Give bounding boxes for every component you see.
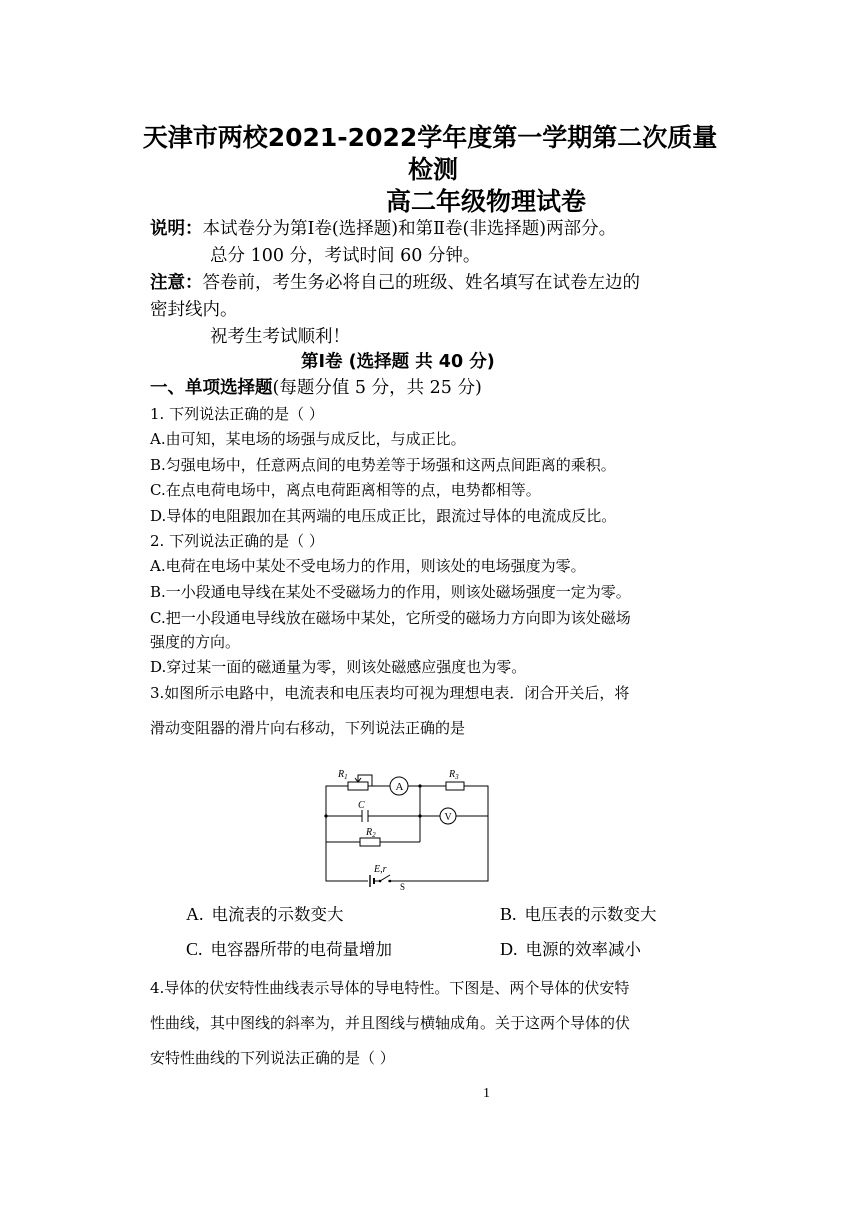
q1-stem: 1. 下列说法正确的是（ ） (150, 405, 324, 423)
resistor-r3 (446, 782, 464, 790)
circuit-left-wire (326, 786, 348, 881)
voltmeter-label: V (444, 812, 452, 823)
q2-option-d: D.穿过某一面的磁通量为零，则该处磁感应强度也为零。 (150, 658, 527, 676)
q4-line-2: 性曲线，其中图线的斜率为，并且图线与横轴成角。关于这两个导体的伏 (150, 1014, 631, 1032)
q2-option-b: B.一小段通电导线在某处不受磁场力的作用，则该处磁场强度一定为零。 (150, 583, 631, 601)
title-line-1: 天津市两校2021-2022学年度第一学期第二次质量 (142, 123, 718, 152)
rheostat-slider (358, 775, 372, 786)
instruction-note (150, 216, 616, 242)
attention-text-2: 密封线内。 (150, 300, 238, 320)
q3-option-b-text: 电压表的示数变大 (524, 905, 657, 924)
q1-option-a: A.由可知，某电场的场强与成反比，与成正比。 (150, 430, 466, 448)
q3-option-d-letter: D. (500, 939, 518, 959)
title-line-3: 高二年级物理试卷 (386, 187, 587, 216)
switch-label: S (400, 882, 406, 892)
q3-option-c-letter: C. (186, 939, 203, 959)
r3-label (448, 769, 459, 781)
q3-option-d-text: 电源的效率减小 (525, 940, 641, 959)
capacitor-label: C (358, 800, 365, 811)
junction-dot (324, 814, 327, 817)
q3-stem-line-1: 3.如图所示电路中，电流表和电压表均可视为理想电表．闭合开关后，将 (150, 684, 630, 702)
ammeter-label: A (395, 781, 404, 793)
part-1-title: 第Ⅰ卷 (选择题 共 40 分) (301, 352, 495, 372)
q3-option-b-letter: B. (500, 904, 517, 924)
note-text-2: 总分 100 分，考试时间 60 分钟。 (210, 246, 481, 266)
title-line-2: 检测 (408, 155, 459, 184)
r3-subscript: 3 (455, 773, 459, 781)
q2-option-c-line-1: C.把一小段通电导线放在磁场中某处，它所受的磁场力方向即为该处磁场 (150, 609, 631, 627)
q2-option-a: A.电荷在电场中某处不受电场力的作用，则该处的电场强度为零。 (150, 557, 586, 575)
resistor-r1 (348, 782, 368, 790)
attention-text-1: 答卷前，考生务必将自己的班级、姓名填写在试卷左边的 (202, 273, 640, 293)
r2-letter: R (366, 827, 373, 838)
q1-option-b: B.匀强电场中，任意两点间的电势差等于场强和这两点间距离的乘积。 (150, 456, 616, 474)
r2-label (365, 827, 376, 839)
q1-option-c: C.在点电荷电场中，离点电荷距离相等的点，电势都相等。 (150, 481, 541, 499)
q4-line-3: 安特性曲线的下列说法正确的是（ ） (150, 1049, 395, 1067)
q4-line-1: 4.导体的伏安特性曲线表示导体的导电特性。下图是、两个导体的伏安特 (150, 979, 630, 997)
section-note: (每题分值 5 分，共 25 分) (272, 378, 482, 398)
r1-label (337, 769, 348, 781)
r3-letter: R (449, 769, 456, 780)
section-heading-label: 一、单项选择题 (150, 378, 273, 398)
junction-dot (418, 784, 421, 787)
q3-option-d (500, 937, 641, 962)
r1-letter: R (338, 769, 345, 780)
source-label: E,r (374, 864, 387, 875)
switch-contact (379, 880, 382, 883)
q1-option-d: D.导体的电阻跟加在其两端的电压成正比，跟流过导体的电流成反比。 (150, 507, 617, 525)
r1-subscript: 1 (344, 773, 348, 781)
q3-option-a (186, 902, 344, 927)
switch-contact (389, 880, 392, 883)
q3-option-b (500, 902, 657, 927)
q3-stem-line-2: 滑动变阻器的滑片向右移动，下列说法正确的是 (150, 719, 466, 737)
q3-circuit-diagram (318, 762, 498, 892)
q3-option-c (186, 937, 392, 962)
page-number: 1 (483, 1086, 490, 1101)
r2-subscript: 2 (372, 831, 376, 839)
note-label: 说明： (150, 219, 203, 239)
section-heading (150, 375, 482, 401)
switch-blade (380, 875, 390, 881)
instruction-attention (150, 270, 640, 296)
circuit-right-wire (388, 786, 488, 881)
junction-dot (418, 814, 421, 817)
q2-stem: 2. 下列说法正确的是（ ） (150, 532, 324, 550)
attention-label: 注意： (150, 273, 203, 293)
q2-option-c-line-2: 强度的方向。 (150, 633, 241, 651)
q3-option-a-letter: A. (186, 904, 204, 924)
q3-option-c-text: 电容器所带的电荷量增加 (210, 940, 393, 959)
q3-option-a-text: 电流表的示数变大 (211, 905, 344, 924)
resistor-r2 (360, 838, 380, 846)
blessing: 祝考生考试顺利！ (210, 327, 350, 347)
note-text-1: 本试卷分为第Ⅰ卷(选择题)和第Ⅱ卷(非选择题)两部分。 (202, 219, 617, 239)
